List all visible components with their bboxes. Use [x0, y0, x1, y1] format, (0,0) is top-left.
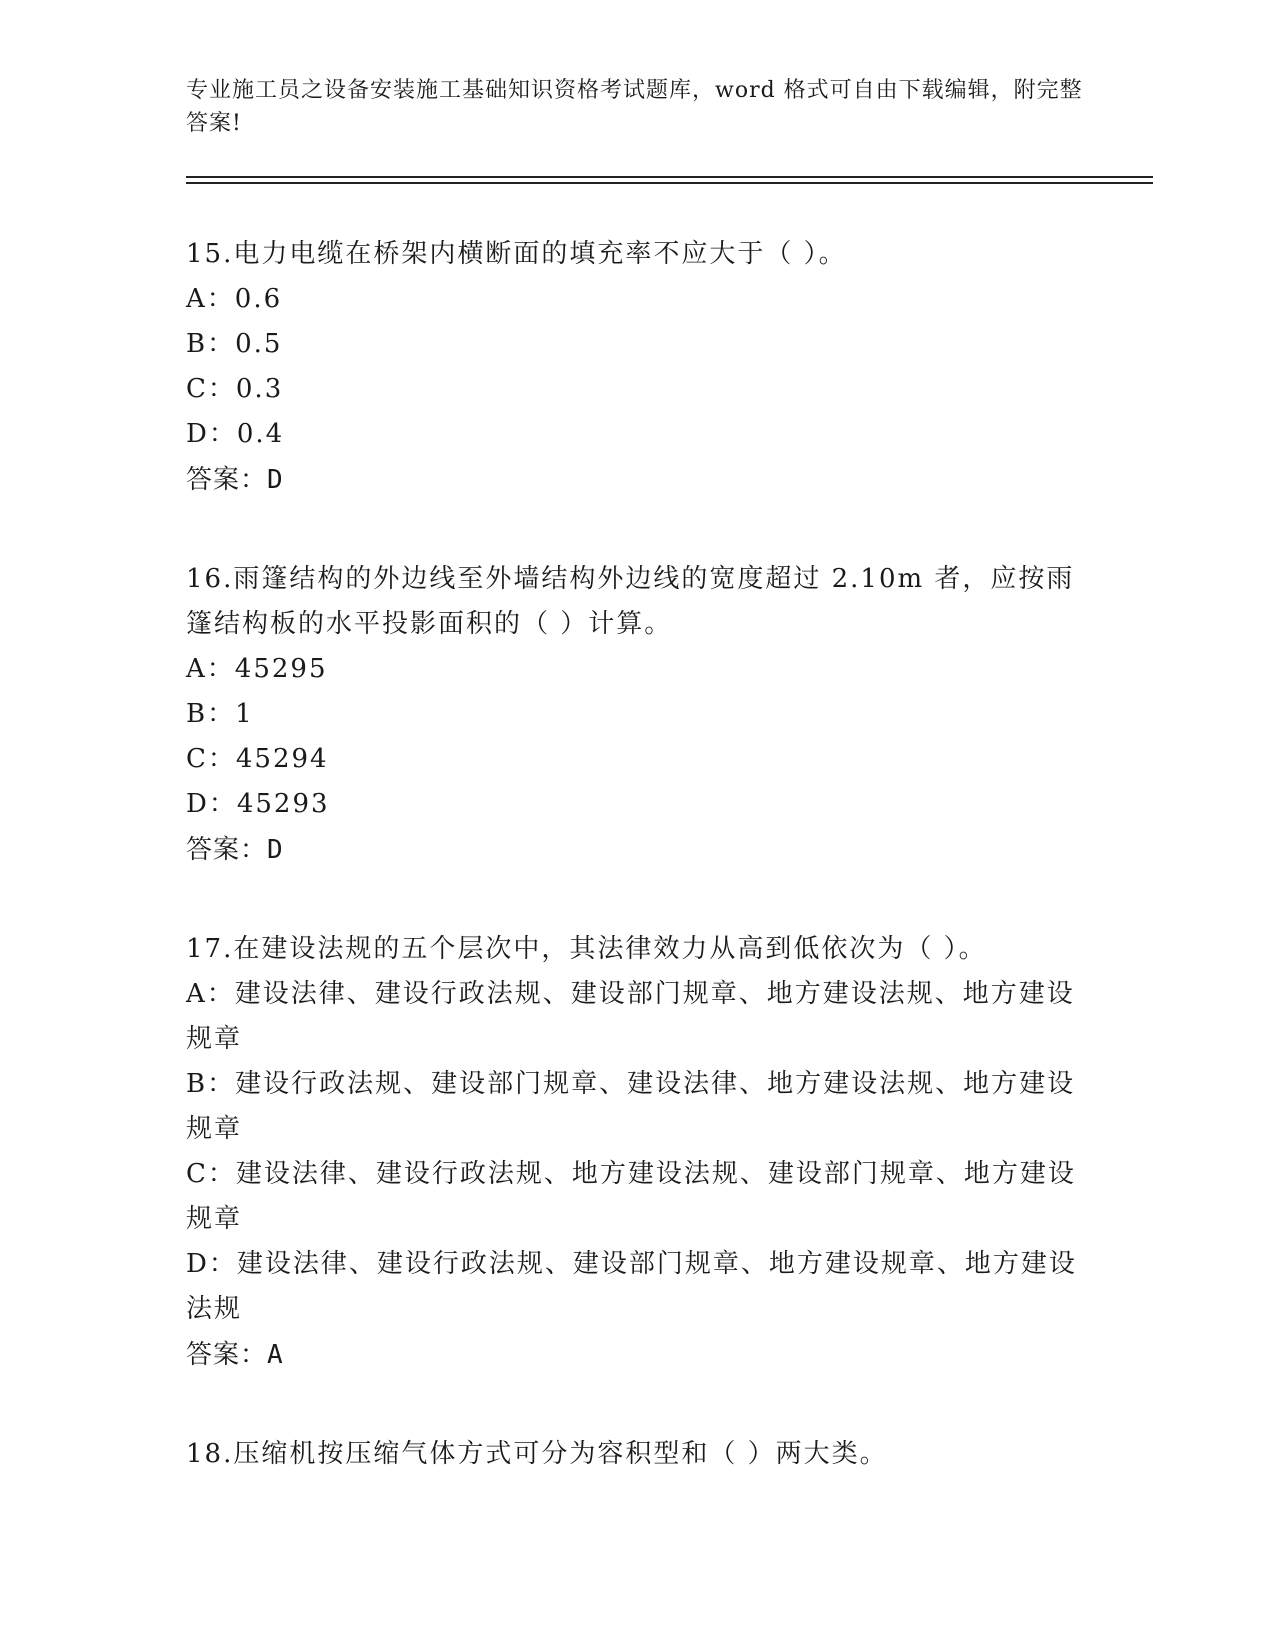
question-18 — [186, 1432, 1086, 1477]
question-text: 18.压缩机按压缩气体方式可分为容积型和（ ）两大类。 — [186, 1439, 888, 1469]
option-b: B：0.5 — [186, 329, 283, 359]
option-a: A：0.6 — [186, 284, 283, 314]
question-text: 16.雨篷结构的外边线至外墙结构外边线的宽度超过 2.10m 者，应按雨篷结构板的水平投影面积的（ ）计算。 — [186, 564, 1075, 639]
question-text: 15.电力电缆在桥架内横断面的填充率不应大于（ ）。 — [186, 239, 847, 269]
option-d: D：建设法律、建设行政法规、建设部门规章、地方建设规章、地方建设法规 — [186, 1249, 1077, 1324]
answer: 答案：D — [186, 835, 284, 865]
option-b: B：建设行政法规、建设部门规章、建设法律、地方建设法规、地方建设规章 — [186, 1069, 1076, 1144]
document-header: 专业施工员之设备安装施工基础知识资格考试题库，word 格式可自由下载编辑，附完整答案! — [186, 78, 1083, 136]
option-d: D：0.4 — [186, 419, 285, 449]
option-c: C：建设法律、建设行政法规、地方建设法规、建设部门规章、地方建设规章 — [186, 1159, 1076, 1234]
header-divider-top — [186, 176, 1153, 178]
header-divider-bottom — [186, 182, 1153, 184]
option-a: A：45295 — [186, 654, 328, 684]
answer: 答案：A — [186, 1340, 284, 1370]
question-15 — [186, 232, 1086, 503]
option-c: C：0.3 — [186, 374, 284, 404]
answer: 答案：D — [186, 465, 284, 495]
option-a: A：建设法律、建设行政法规、建设部门规章、地方建设法规、地方建设规章 — [186, 979, 1075, 1054]
question-17 — [186, 927, 1086, 1378]
question-16 — [186, 557, 1086, 873]
option-b: B：1 — [186, 699, 254, 729]
question-list — [186, 232, 1086, 1531]
option-c: C：45294 — [186, 744, 329, 774]
option-d: D：45293 — [186, 789, 330, 819]
question-text: 17.在建设法规的五个层次中，其法律效力从高到低依次为（ ）。 — [186, 934, 987, 964]
